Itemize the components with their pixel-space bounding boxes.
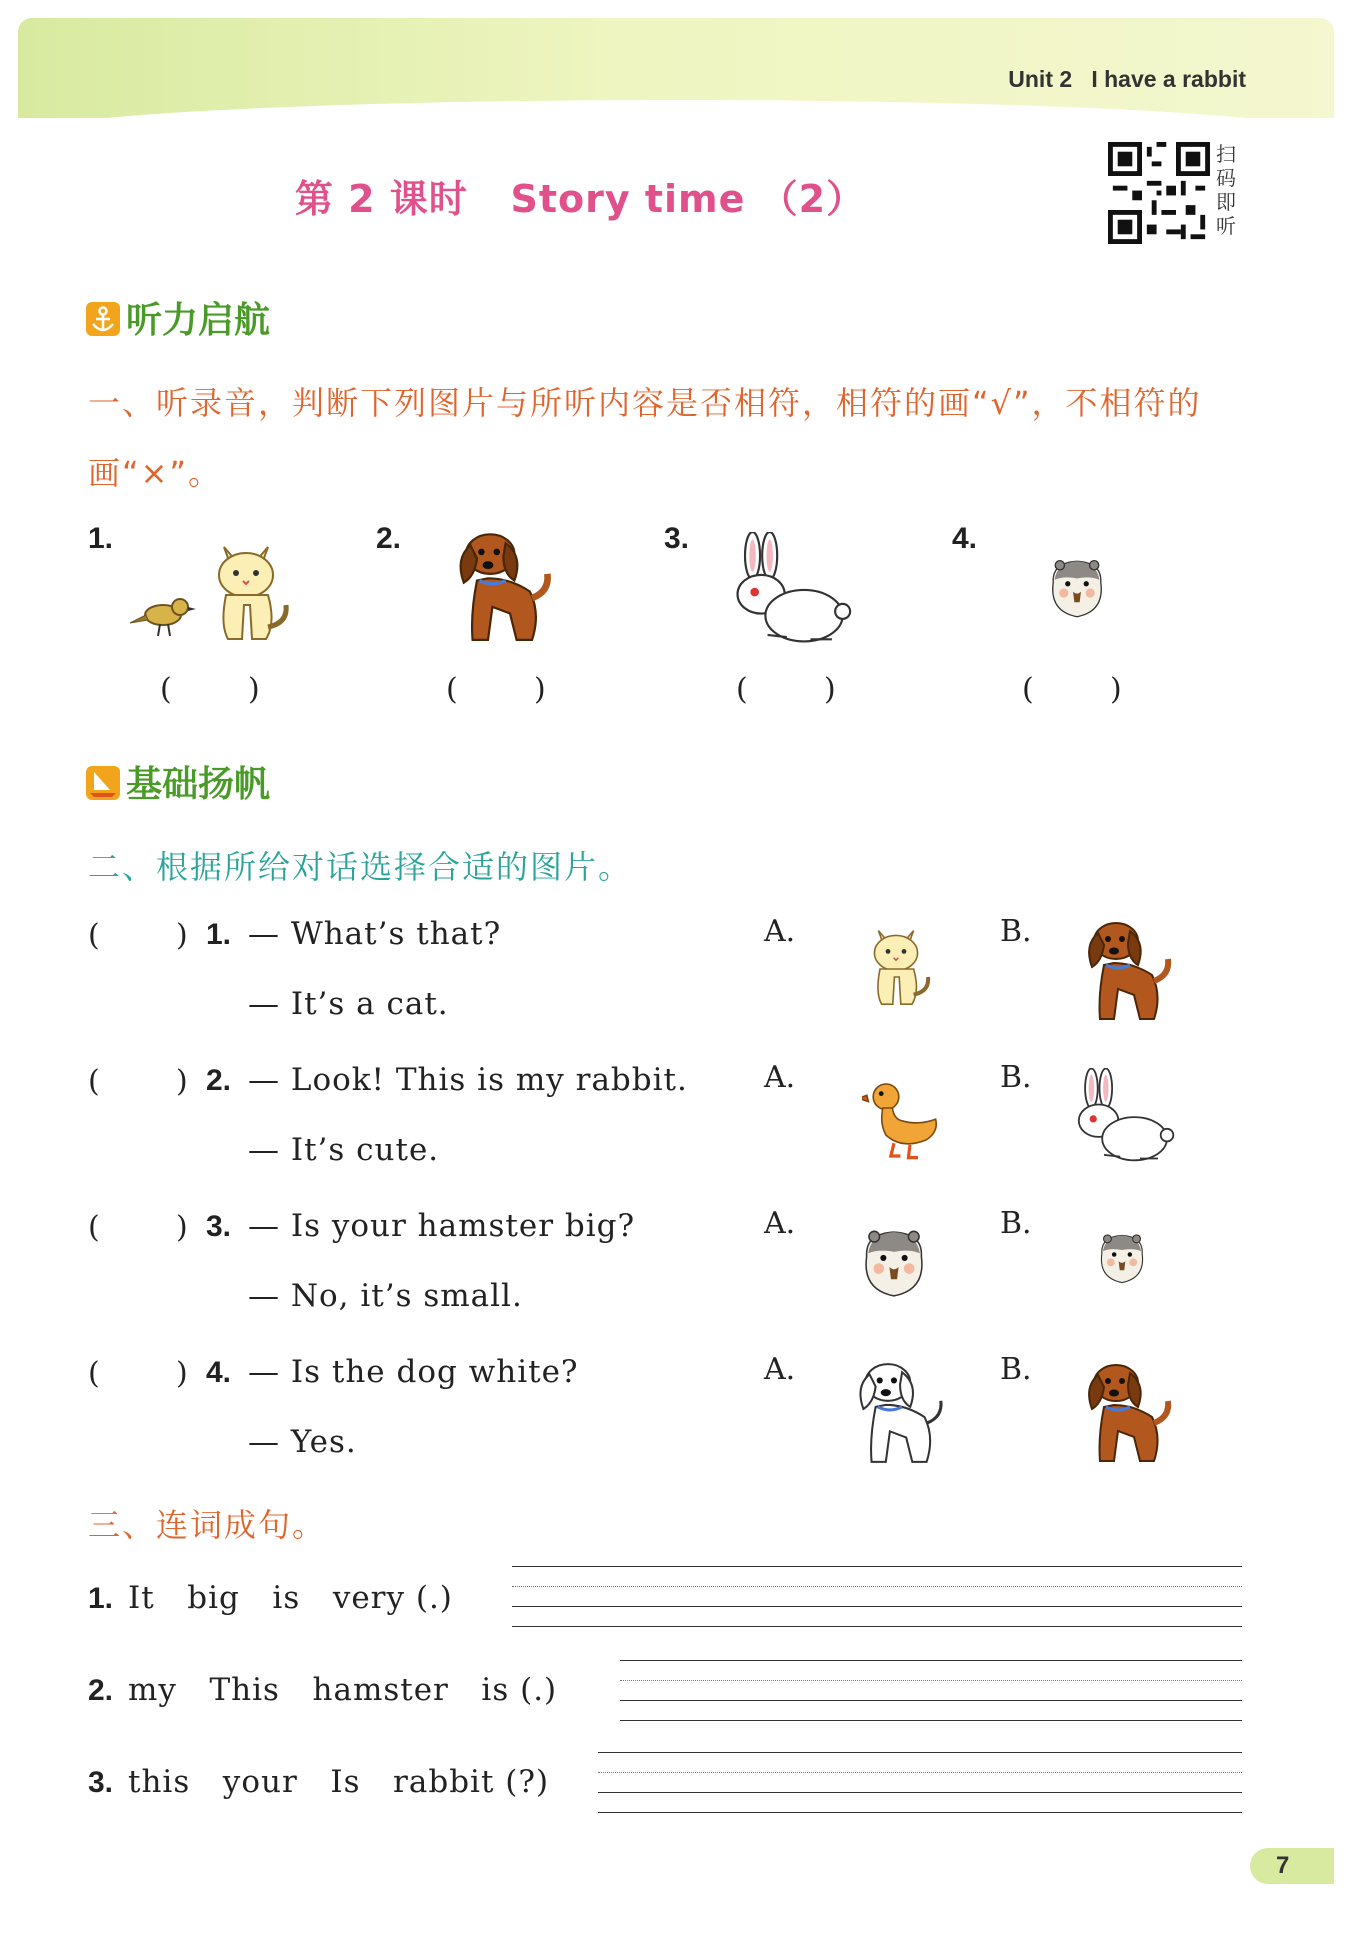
answer-blank[interactable]: ( ) — [88, 1356, 188, 1391]
dialogue-line: — Look! This is my rabbit. — [248, 1062, 688, 1098]
sail-icon — [86, 766, 120, 800]
basics-heading — [86, 756, 270, 807]
brown-dog-option-picture[interactable] — [1074, 1356, 1174, 1468]
scrambled-words: this your Is rabbit (?) — [128, 1764, 550, 1800]
dialogue-line: — It’s cute. — [248, 1132, 440, 1168]
listening-item-number: 1. — [88, 522, 114, 555]
listening-item-number: 4. — [952, 522, 978, 555]
answer-blank[interactable]: ( ) — [736, 672, 836, 707]
question-number: 3. — [206, 1210, 232, 1243]
dialogue-line: — No, it’s small. — [248, 1278, 523, 1314]
option-b-label: B. — [1000, 1206, 1032, 1241]
option-b-label: B. — [1000, 1060, 1032, 1095]
option-b-label: B. — [1000, 1352, 1032, 1387]
answer-blank[interactable]: ( ) — [88, 1210, 188, 1245]
sentence-number: 1. — [88, 1582, 114, 1615]
listening-task-line2: 画“×”。 — [88, 454, 222, 492]
listening-task-line1: 一、听录音，判断下列图片与所听内容是否相符，相符的画“√”，不相符的 — [88, 384, 1202, 422]
answer-blank[interactable]: ( ) — [446, 672, 546, 707]
sentences-task: 三、连词成句。 — [88, 1506, 327, 1544]
basics-task: 二、根据所给对话选择合适的图片。 — [88, 848, 633, 886]
writing-lines[interactable] — [620, 1660, 1242, 1720]
option-a-label: A. — [764, 1206, 796, 1241]
sentence-number: 2. — [88, 1674, 114, 1707]
scrambled-words: my This hamster is (.) — [128, 1672, 558, 1708]
dialogue-line: — It’s a cat. — [248, 986, 449, 1022]
question-number: 1. — [206, 918, 232, 951]
basics-heading-text: 基础扬帆 — [126, 764, 271, 805]
white-dog-option-picture[interactable] — [844, 1356, 948, 1468]
big-hamster-option-picture[interactable] — [856, 1224, 932, 1304]
dialogue-line: — Yes. — [248, 1424, 357, 1460]
option-a-label: A. — [764, 914, 796, 949]
anchor-icon — [86, 302, 120, 336]
brown-dog-picture — [444, 524, 554, 648]
rabbit-picture — [724, 532, 854, 650]
hamster-picture — [1044, 554, 1110, 624]
cat-picture — [196, 534, 296, 646]
listening-heading-text: 听力启航 — [126, 300, 271, 341]
unit-title: Unit 2 I have a rabbit — [1008, 66, 1246, 92]
listening-item-number: 3. — [664, 522, 690, 555]
dialogue-line: — Is your hamster big? — [248, 1208, 636, 1244]
question-number: 2. — [206, 1064, 232, 1097]
bird-picture — [128, 590, 198, 640]
scrambled-words: It big is very (.) — [128, 1580, 453, 1616]
lesson-title: 第 2 课时 Story time （2） — [294, 177, 866, 221]
answer-blank[interactable]: ( ) — [88, 1064, 188, 1099]
dialogue-line: — Is the dog white? — [248, 1354, 579, 1390]
cat-option-picture[interactable] — [856, 920, 936, 1010]
option-a-label: A. — [764, 1060, 796, 1095]
page-number: 7 — [1250, 1848, 1334, 1884]
writing-lines[interactable] — [512, 1566, 1242, 1626]
duck-option-picture[interactable] — [862, 1070, 942, 1170]
writing-lines[interactable] — [598, 1752, 1242, 1812]
option-b-label: B. — [1000, 914, 1032, 949]
listening-heading — [86, 292, 270, 343]
scan-caption: 扫 码 即 听 — [1216, 142, 1236, 238]
answer-blank[interactable]: ( ) — [1022, 672, 1122, 707]
option-a-label: A. — [764, 1352, 796, 1387]
sentence-number: 3. — [88, 1766, 114, 1799]
listening-item-number: 2. — [376, 522, 402, 555]
rabbit-option-picture[interactable] — [1068, 1068, 1176, 1168]
question-number: 4. — [206, 1356, 232, 1389]
dialogue-line: — What’s that? — [248, 916, 502, 952]
qr-code[interactable] — [1108, 142, 1210, 244]
answer-blank[interactable]: ( ) — [160, 672, 260, 707]
brown-dog-option-picture[interactable] — [1074, 914, 1174, 1026]
answer-blank[interactable]: ( ) — [88, 918, 188, 953]
small-hamster-option-picture[interactable] — [1094, 1230, 1150, 1288]
